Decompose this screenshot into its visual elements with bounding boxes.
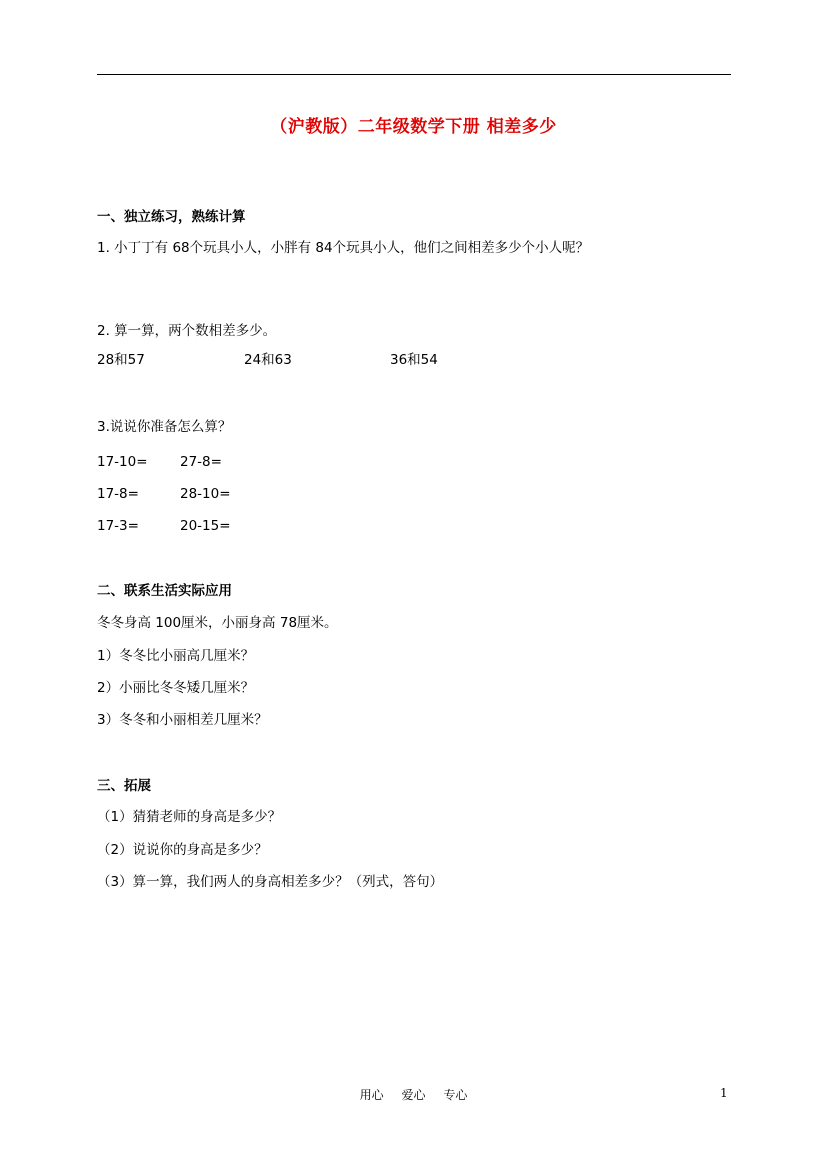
footer-word: 爱心 — [401, 1088, 426, 1102]
section1-heading: 一、独立练习，熟练计算 — [97, 209, 246, 225]
page-number: 1 — [720, 1086, 728, 1100]
equation: 17-8= — [97, 486, 139, 502]
question-3: 3.说说你准备怎么算？ — [97, 419, 232, 435]
equation: 17-10= — [97, 454, 148, 470]
number-pair: 24和63 — [244, 352, 292, 368]
section3-item: （1）猜猜老师的身高是多少？ — [97, 809, 282, 825]
number-pair: 28和57 — [97, 352, 145, 368]
section2-heading: 二、联系生活实际应用 — [97, 583, 232, 599]
document-title: （沪教版）二年级数学下册 相差多少 — [270, 117, 557, 137]
equation: 27-8= — [180, 454, 222, 470]
footer-word: 专心 — [443, 1088, 468, 1102]
section3-item: （3）算一算，我们两人的身高相差多少？（列式，答句） — [97, 874, 444, 890]
section2-item: 3）冬冬和小丽相差几厘米？ — [97, 712, 268, 728]
section2-intro: 冬冬身高 100厘米，小丽身高 78厘米。 — [97, 615, 338, 631]
equation: 17-3= — [97, 518, 139, 534]
number-pair: 36和54 — [390, 352, 438, 368]
equation: 20-15= — [180, 518, 231, 534]
section2-item: 1）冬冬比小丽高几厘米？ — [97, 648, 255, 664]
question-2: 2. 算一算，两个数相差多少。 — [97, 323, 277, 339]
equation: 28-10= — [180, 486, 231, 502]
header-rule — [97, 74, 731, 75]
section3-item: （2）说说你的身高是多少？ — [97, 842, 268, 858]
page-footer — [0, 1086, 827, 1103]
question-1: 1. 小丁丁有 68个玩具小人，小胖有 84个玩具小人，他们之间相差多少个小人呢？ — [97, 240, 590, 256]
footer-word: 用心 — [359, 1088, 384, 1102]
section2-item: 2）小丽比冬冬矮几厘米？ — [97, 680, 255, 696]
section3-heading: 三、拓展 — [97, 778, 151, 794]
